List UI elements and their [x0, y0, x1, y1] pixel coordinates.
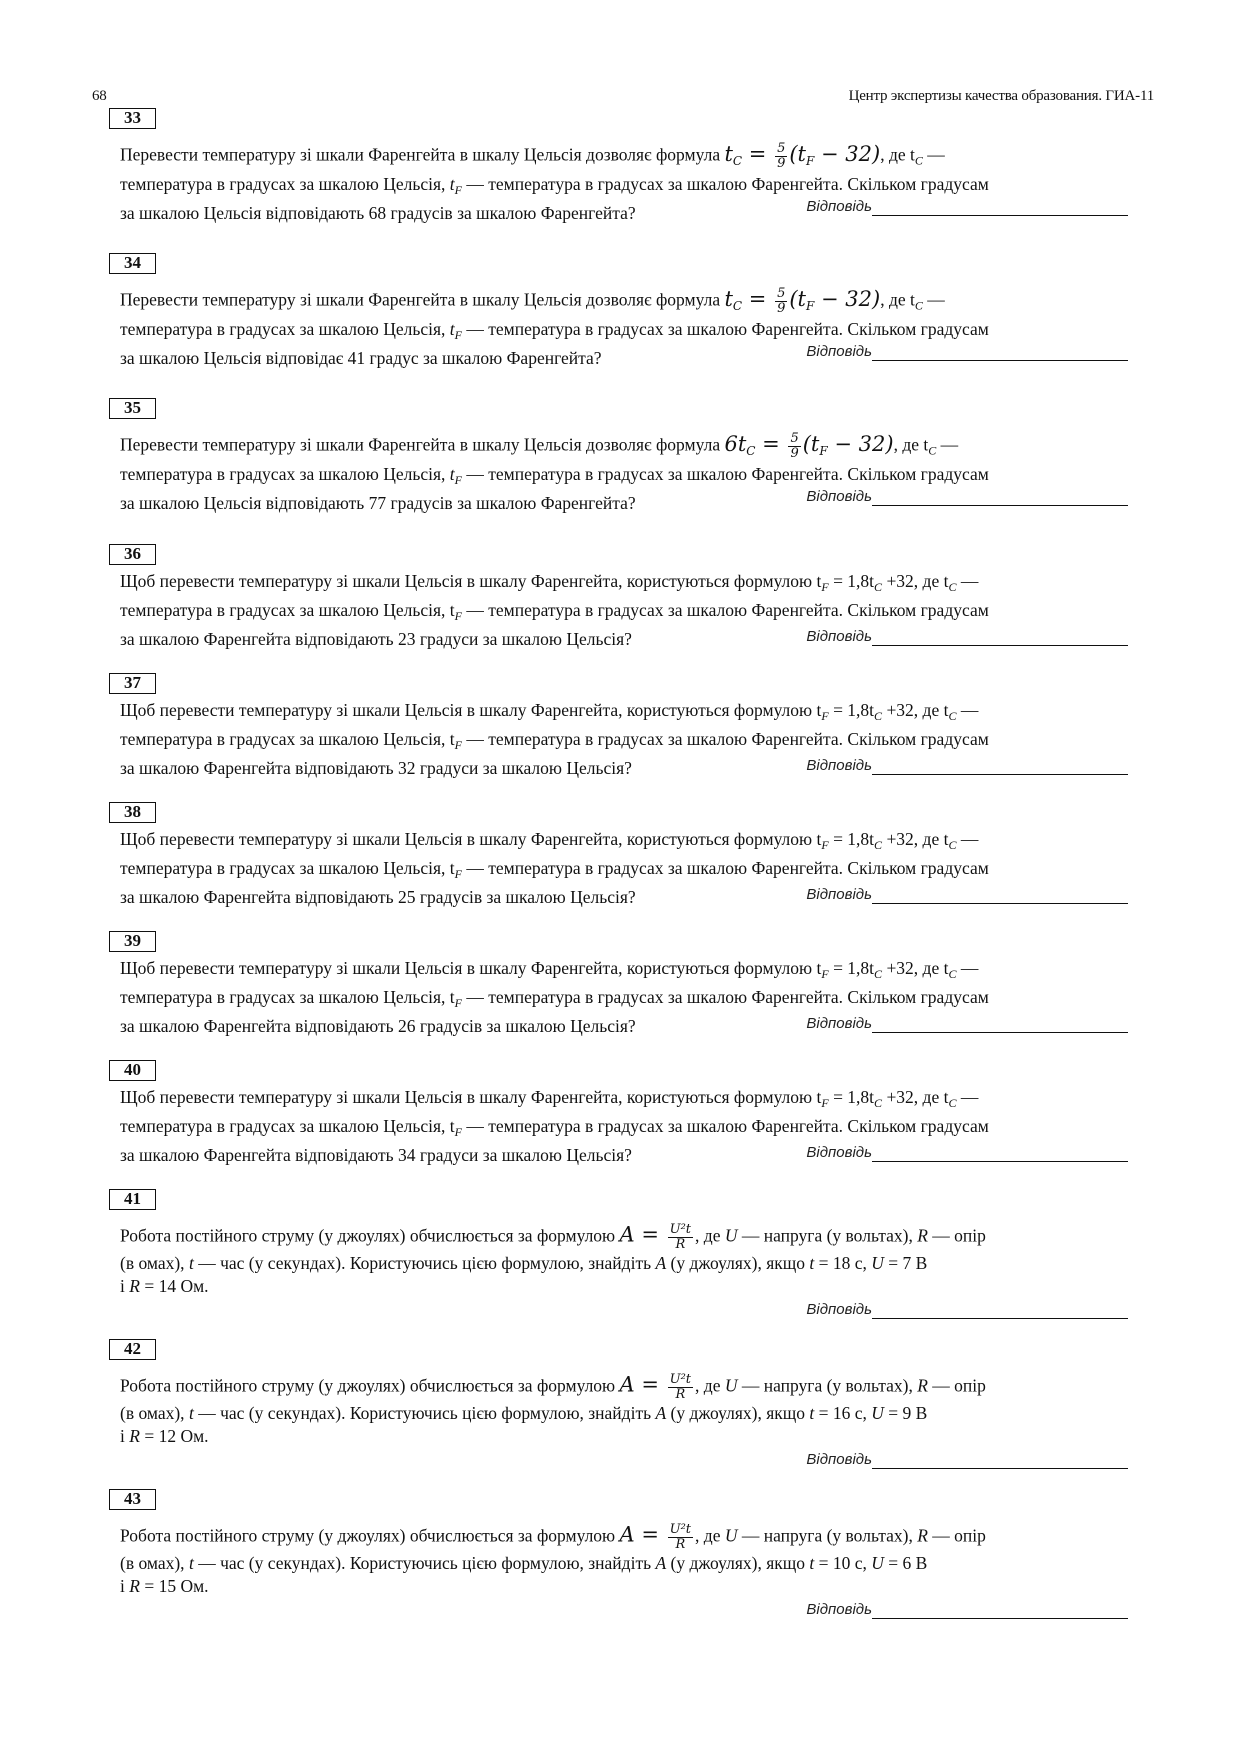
- problem-number: 41: [109, 1189, 156, 1210]
- answer-field[interactable]: [708, 757, 1128, 779]
- fraction-5-9: $\frac{5}{9}$: [790, 431, 799, 461]
- problem-text: Перевести температуру зі шкали Фаренгейта в шкалу Цельсія дозволяє формула $t_C$ = $\frac{5}{9}$ $(t_F - 32)$, де $t_C$ — температура в градусах за шкалою Цельсія, $t_F$ — температура в градусах за шкалою Фаренгейта. Скільком градусам за шкалою Цельсія відповідає 41 градус за шкалою Фаренгейта?: [120, 286, 989, 368]
- problem-number: 40: [109, 1060, 156, 1081]
- fraction-u2t-r: $\frac{\text{U²t}}{R}$: [669, 1372, 692, 1402]
- problem-text: Робота постійного струму (у джоулях) обчислюється за формулою A = $\frac{\text{U²t}}{R}$ , де U — напруга (у вольтах), R — опір (в омах), t — час (у секундах). Користуючись цією формулою, знайдіть A (у джоулях), якщо t = 16 с, U = 9 В і R = 12 Ом.: [120, 1372, 986, 1446]
- answer-field[interactable]: [708, 1144, 1128, 1166]
- answer-label: Відповідь: [806, 628, 872, 645]
- problem-question: за шкалою Фаренгейта відповідають 32 градуси за шкалою Цельсія?: [120, 758, 632, 778]
- problem-question: за шкалою Фаренгейта відповідають 23 градуси за шкалою Цельсія?: [120, 629, 632, 649]
- problem-text: Щоб перевести температуру зі шкали Цельсія в шкалу Фаренгейта, користуються формулою $t_F = 1,8t_C +32$, де $t_C$ — температура в градусах за шкалою Цельсія, $t_F$ — температура в градусах за шкалою Фаренгейта. Скільком градусам за шкалою Фаренгейта відповідають 23 градуси за шкалою Цельсія?: [120, 571, 989, 649]
- problem-text: Щоб перевести температуру зі шкали Цельсія в шкалу Фаренгейта, користуються формулою $t_F = 1,8t_C +32$, де $t_C$ — температура в градусах за шкалою Цельсія, $t_F$ — температура в градусах за шкалою Фаренгейта. Скільком градусам за шкалою Фаренгейта відповідають 32 градуси за шкалою Цельсія?: [120, 700, 989, 778]
- problem-question: за шкалою Фаренгейта відповідають 26 градусів за шкалою Цельсія?: [120, 1016, 636, 1036]
- fraction-5-9: $\frac{5}{9}$: [777, 141, 786, 171]
- answer-label: Відповідь: [806, 1451, 872, 1468]
- problem-text: Щоб перевести температуру зі шкали Цельсія в шкалу Фаренгейта, користуються формулою $t_F = 1,8t_C +32$, де $t_C$ — температура в градусах за шкалою Цельсія, $t_F$ — температура в градусах за шкалою Фаренгейта. Скільком градусам за шкалою Фаренгейта відповідають 34 градуси за шкалою Цельсія?: [120, 1087, 989, 1165]
- answer-label: Відповідь: [806, 488, 872, 505]
- answer-label: Відповідь: [806, 1015, 872, 1032]
- answer-line[interactable]: [872, 1318, 1128, 1319]
- header-title: Центр экспертизы качества образования. ГИА-11: [848, 88, 1154, 104]
- answer-line[interactable]: [872, 903, 1128, 904]
- problem-number: 34: [109, 253, 156, 274]
- answer-label: Відповідь: [806, 757, 872, 774]
- answer-field[interactable]: [708, 343, 1128, 365]
- problem-question: за шкалою Фаренгейта відповідають 25 градусів за шкалою Цельсія?: [120, 887, 636, 907]
- answer-field[interactable]: [708, 1451, 1128, 1473]
- answer-field[interactable]: [708, 1601, 1128, 1623]
- problem-number: 39: [109, 931, 156, 952]
- problem-question: за шкалою Фаренгейта відповідають 34 градуси за шкалою Цельсія?: [120, 1145, 632, 1165]
- problem-text: Перевести температуру зі шкали Фаренгейта в шкалу Цельсія дозволяє формула $t_C$ = $\frac{5}{9}$ $(t_F - 32)$, де $t_C$ — температура в градусах за шкалою Цельсія, $t_F$ — температура в градусах за шкалою Фаренгейта. Скільком градусам за шкалою Цельсія відповідають 68 градусів за шкалою Фаренгейта?: [120, 141, 989, 223]
- answer-line[interactable]: [872, 774, 1128, 775]
- answer-line[interactable]: [872, 645, 1128, 646]
- problem-text: Робота постійного струму (у джоулях) обчислюється за формулою A = $\frac{\text{U²t}}{R}$ , де U — напруга (у вольтах), R — опір (в омах), t — час (у секундах). Користуючись цією формулою, знайдіть A (у джоулях), якщо t = 10 с, U = 6 В і R = 15 Ом.: [120, 1522, 986, 1596]
- problem-question: за шкалою Цельсія відповідає 41 градус за шкалою Фаренгейта?: [120, 347, 602, 368]
- problem-number: 36: [109, 544, 156, 565]
- fraction-5-9: $\frac{5}{9}$: [777, 286, 786, 316]
- answer-line[interactable]: [872, 1032, 1128, 1033]
- problem-number: 43: [109, 1489, 156, 1510]
- answer-line[interactable]: [872, 360, 1128, 361]
- answer-line[interactable]: [872, 215, 1128, 216]
- answer-line[interactable]: [872, 1161, 1128, 1162]
- problem-text: Перевести температуру зі шкали Фаренгейта в шкалу Цельсія дозволяє формула $6t_C$ = $\frac{5}{9}$ $(t_F - 32)$, де $t_C$ — температура в градусах за шкалою Цельсія, $t_F$ — температура в градусах за шкалою Фаренгейта. Скільком градусам за шкалою Цельсія відповідають 77 градусів за шкалою Фаренгейта?: [120, 431, 989, 513]
- problem-number: 33: [109, 108, 156, 129]
- fraction-u2t-r: $\frac{\text{U²t}}{R}$: [669, 1222, 692, 1252]
- answer-line[interactable]: [872, 505, 1128, 506]
- answer-label: Відповідь: [806, 198, 872, 215]
- answer-label: Відповідь: [806, 1601, 872, 1618]
- answer-label: Відповідь: [806, 886, 872, 903]
- answer-label: Відповідь: [806, 1144, 872, 1161]
- answer-label: Відповідь: [806, 1301, 872, 1318]
- answer-field[interactable]: [708, 886, 1128, 908]
- answer-line[interactable]: [872, 1468, 1128, 1469]
- page-number: 68: [92, 88, 107, 104]
- problem-number: 37: [109, 673, 156, 694]
- problem-number: 38: [109, 802, 156, 823]
- answer-line[interactable]: [872, 1618, 1128, 1619]
- answer-field[interactable]: [708, 198, 1128, 220]
- answer-field[interactable]: [708, 628, 1128, 650]
- answer-field[interactable]: [708, 488, 1128, 510]
- answer-label: Відповідь: [806, 343, 872, 360]
- problem-text: Щоб перевести температуру зі шкали Цельсія в шкалу Фаренгейта, користуються формулою $t_F = 1,8t_C +32$, де $t_C$ — температура в градусах за шкалою Цельсія, $t_F$ — температура в градусах за шкалою Фаренгейта. Скільком градусам за шкалою Фаренгейта відповідають 25 градусів за шкалою Цельсія?: [120, 829, 989, 907]
- problem-question: за шкалою Цельсія відповідають 77 градусів за шкалою Фаренгейта?: [120, 492, 636, 513]
- problem-number: 42: [109, 1339, 156, 1360]
- problem-question: за шкалою Цельсія відповідають 68 градусів за шкалою Фаренгейта?: [120, 202, 636, 223]
- answer-field[interactable]: [708, 1015, 1128, 1037]
- fraction-u2t-r: $\frac{\text{U²t}}{R}$: [669, 1522, 692, 1552]
- problem-number: 35: [109, 398, 156, 419]
- answer-field[interactable]: [708, 1301, 1128, 1323]
- problem-text: Робота постійного струму (у джоулях) обчислюється за формулою A = $\frac{\text{U²t}}{R}$ , де U — напруга (у вольтах), R — опір (в омах), t — час (у секундах). Користуючись цією формулою, знайдіть A (у джоулях), якщо t = 18 с, U = 7 В і R = 14 Ом.: [120, 1222, 986, 1296]
- problem-text: Щоб перевести температуру зі шкали Цельсія в шкалу Фаренгейта, користуються формулою $t_F = 1,8t_C +32$, де $t_C$ — температура в градусах за шкалою Цельсія, $t_F$ — температура в градусах за шкалою Фаренгейта. Скільком градусам за шкалою Фаренгейта відповідають 26 градусів за шкалою Цельсія?: [120, 958, 989, 1036]
